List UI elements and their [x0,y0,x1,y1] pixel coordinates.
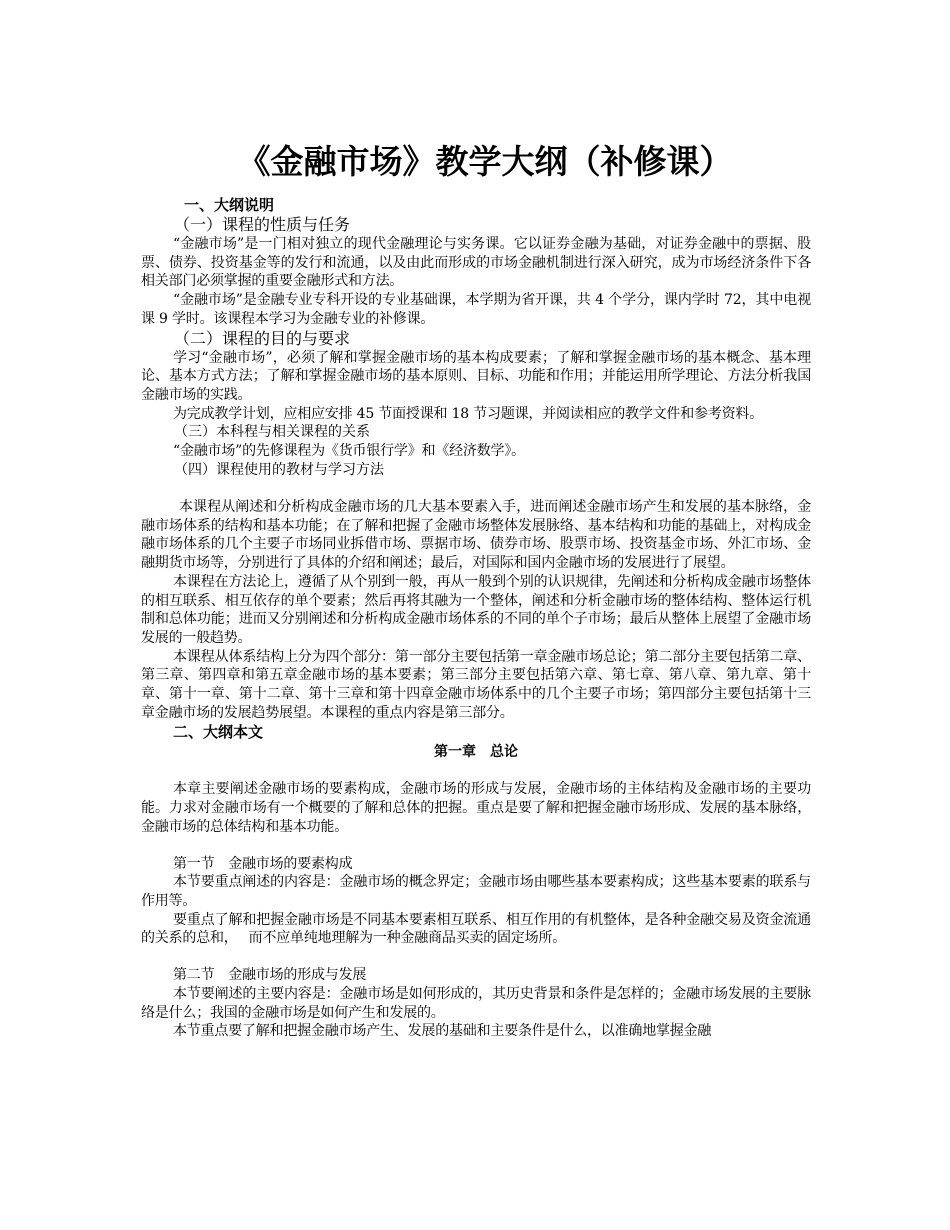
paragraph: 本节重点要了解和把握金融市场产生、发展的基础和主要条件是什么，以准确地掌握金融 [173,1023,712,1040]
paragraph: “金融市场”的先修课程为《货币银行学》和《经济数学》。 [173,443,525,460]
paragraph: 为完成教学计划，应相应安排 45 节面授课和 18 节习题课，并阅读相应的教学文件和参考资料。 [173,405,764,422]
subsection-heading-materials: （四）课程使用的教材与学习方法 [174,462,384,479]
document-title: 《金融市场》教学大纲（补修课） [237,142,733,181]
section-heading-outline-notes: 一、大纲说明 [184,196,275,214]
paragraph: 本节要阐述的主要内容是：金融市场是如何形成的，其历史背景和条件是怎样的；金融市场发展的主要脉络是什么；我国的金融市场是如何产生和发展的。 [141,985,811,1021]
chapter-heading: 第一章 总论 [434,744,518,761]
section-heading-outline-body: 二、大纲本文 [173,723,264,742]
paragraph: 本课程从体系结构上分为四个部分：第一部分主要包括第一章金融市场总论；第二部分主要包括第二章、第三章、第四章和第五章金融市场的基本要素；第三部分主要包括第六章、第七章、第八章、第九章、第十章、第十一章、第十二章、第十三章和第十四章金融市场体系中的几个主要子市场；第四部分主要包括第十三章金融市场的发展趋势展望。本课程的重点内容是第三部分。 [141,648,811,721]
paragraph: 本课程从阐述和分析构成金融市场的几大基本要素入手，进而阐述金融市场产生和发展的基本脉络，金融市场体系的结构和基本功能；在了解和把握了金融市场整体发展脉络、基本结构和功能的基础上，对构成金融市场体系的几个主要子市场同业拆借市场、票据市场、债券市场、股票市场、投资基金市场、外汇市场、金融期货市场等，分别进行了具体的介绍和阐述；最后，对国际和国内金融市场的发展进行了展望。 [141,499,811,572]
section-subheading: 第二节 金融市场的形成与发展 [173,967,367,984]
paragraph: 本节要重点阐述的内容是：金融市场的概念界定；金融市场由哪些基本要素构成；这些基本要素的联系与作用等。 [141,874,811,909]
subsection-heading-nature: （一）课程的性质与任务 [174,215,351,234]
document-page [141,140,811,1041]
paragraph: “金融市场”是金融专业专科开设的专业基础课，本学期为省开课，共 4 个学分，课内学时 72，其中电视课 9 学时。该课程本学习为金融专业的补修课。 [141,292,811,327]
paragraph: 本课程在方法论上，遵循了从个别到一般，再从一般到个别的认识规律，先阐述和分析构成金融市场整体的相互联系、相互依存的单个要素；然后再将其融为一个整体，阐述和分析金融市场的整体结构、整体运行机制和总体功能；进而又分别阐述和分析构成金融市场体系的不同的单个子市场；最后从整体上展望了金融市场发展的一般趋势。 [141,573,811,646]
paragraph: “金融市场”是一门相对独立的现代金融理论与实务课。它以证券金融为基础，对证券金融中的票据、股票、债券、投资基金等的发行和流通，以及由此而形成的市场金融机制进行深入研究，成为市场经济条件下各相关部门必须掌握的重要金融形式和方法。 [141,236,811,290]
section-subheading: 第一节 金融市场的要素构成 [173,855,353,872]
paragraph: 本章主要阐述金融市场的要素构成，金融市场的形成与发展，金融市场的主体结构及金融市场的主要功能。力求对金融市场有一个概要的了解和总体的把握。重点是要了解和把握金融市场形成、发展的基本脉络，金融市场的总体结构和基本功能。 [141,781,811,835]
subsection-heading-related-courses: （三）本科程与相关课程的关系 [174,424,370,441]
paragraph: 要重点了解和把握金融市场是不同基本要素相互联系、相互作用的有机整体，是各种金融交易及资金流通的关系的总和， 而不应单纯地理解为一种金融商品买卖的固定场所。 [141,911,811,947]
subsection-heading-goals: （二）课程的目的与要求 [174,328,351,348]
paragraph: 学习“金融市场”，必须了解和掌握金融市场的基本构成要素；了解和掌握金融市场的基本概念、基本理论、基本方式方法；了解和掌握金融市场的基本原则、目标、功能和作用；并能运用所学理论、方法分析我国金融市场的实践。 [141,349,811,403]
